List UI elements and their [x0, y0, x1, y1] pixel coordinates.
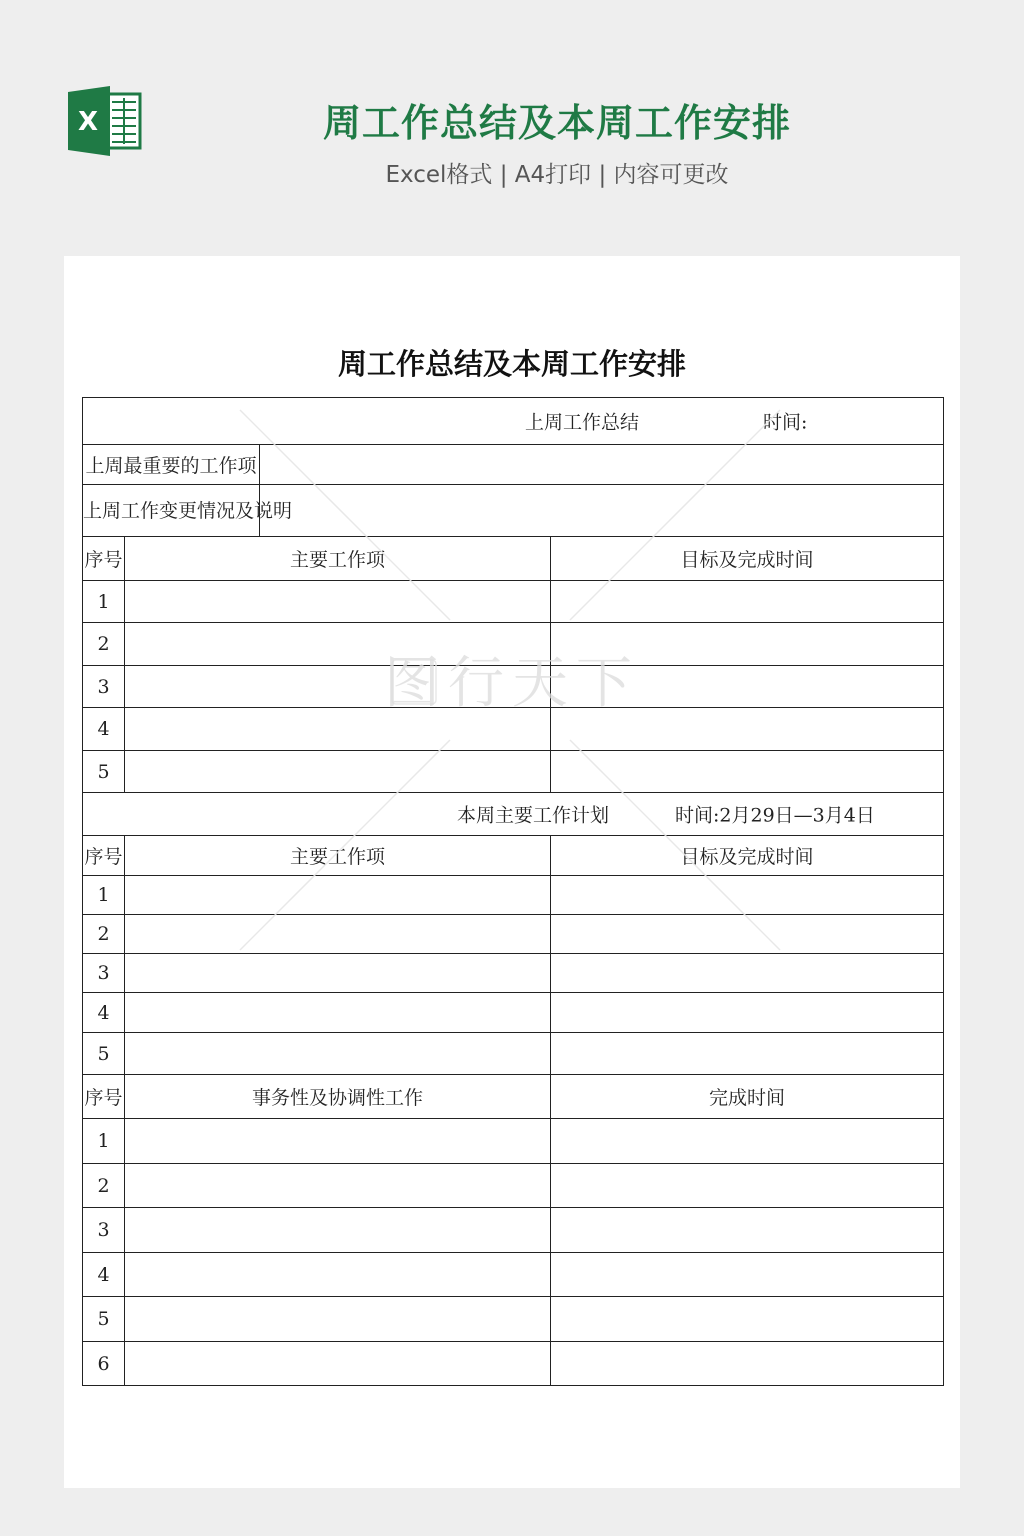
completion-time-cell[interactable]	[551, 1164, 944, 1208]
affair-item-cell[interactable]	[125, 1297, 551, 1342]
work-item-cell[interactable]	[125, 623, 551, 666]
key-items-value[interactable]	[260, 445, 944, 485]
row-number: 2	[83, 915, 125, 954]
table-row	[83, 1164, 944, 1208]
table-row	[83, 751, 944, 793]
this-week-item-header: 主要工作项	[125, 836, 551, 876]
table-row	[83, 915, 944, 954]
affairs-no-header: 序号	[83, 1075, 125, 1119]
row-number: 4	[83, 708, 125, 751]
row-number: 1	[83, 1119, 125, 1164]
table-row	[83, 1208, 944, 1253]
last-week-header-cell	[83, 398, 944, 445]
last-week-target-header: 目标及完成时间	[551, 537, 944, 581]
this-week-section-title: 本周主要工作计划	[457, 804, 610, 827]
table-row	[83, 666, 944, 708]
work-item-cell[interactable]	[125, 581, 551, 623]
work-item-cell[interactable]	[125, 876, 551, 915]
table-row	[83, 708, 944, 751]
work-item-cell[interactable]	[125, 751, 551, 793]
target-time-cell[interactable]	[551, 581, 944, 623]
last-week-time-label: 时间:	[763, 411, 808, 434]
changes-row	[83, 485, 944, 537]
work-item-cell[interactable]	[125, 666, 551, 708]
row-number: 5	[83, 1033, 125, 1075]
affairs-columns-row	[83, 1075, 944, 1119]
row-number: 4	[83, 1253, 125, 1297]
changes-label: 上周工作变更情况及说明	[83, 485, 260, 537]
work-item-cell[interactable]	[125, 915, 551, 954]
table-row	[83, 1297, 944, 1342]
table-row	[83, 954, 944, 993]
excel-logo-letter: X	[77, 107, 99, 137]
row-number: 3	[83, 1208, 125, 1253]
work-item-cell[interactable]	[125, 993, 551, 1033]
affair-item-cell[interactable]	[125, 1119, 551, 1164]
document-title: 周工作总结及本周工作安排	[337, 347, 686, 381]
row-number: 1	[83, 876, 125, 915]
header-subtitle: Excel格式 | A4打印 | 内容可更改	[385, 162, 729, 188]
work-item-cell[interactable]	[125, 954, 551, 993]
target-time-cell[interactable]	[551, 623, 944, 666]
table-row	[83, 1119, 944, 1164]
row-number: 3	[83, 666, 125, 708]
changes-value[interactable]	[260, 485, 944, 537]
work-item-cell[interactable]	[125, 708, 551, 751]
affair-item-cell[interactable]	[125, 1164, 551, 1208]
row-number: 5	[83, 751, 125, 793]
last-week-section-title: 上周工作总结	[525, 411, 640, 434]
this-week-columns-row	[83, 836, 944, 876]
last-week-header-row	[83, 398, 944, 445]
table-row	[83, 581, 944, 623]
affairs-target-header: 完成时间	[551, 1075, 944, 1119]
this-week-target-header: 目标及完成时间	[551, 836, 944, 876]
row-number: 1	[83, 581, 125, 623]
target-time-cell[interactable]	[551, 666, 944, 708]
table-row	[83, 876, 944, 915]
completion-time-cell[interactable]	[551, 1208, 944, 1253]
weekly-plan-table	[82, 397, 944, 1386]
completion-time-cell[interactable]	[551, 1342, 944, 1386]
row-number: 2	[83, 623, 125, 666]
completion-time-cell[interactable]	[551, 1253, 944, 1297]
key-items-row	[83, 445, 944, 485]
target-time-cell[interactable]	[551, 751, 944, 793]
last-week-columns-row	[83, 537, 944, 581]
last-week-no-header: 序号	[83, 537, 125, 581]
affair-item-cell[interactable]	[125, 1342, 551, 1386]
watermark-text: 图行天下	[384, 651, 640, 716]
this-week-time-label: 时间:2月29日—3月4日	[675, 804, 875, 827]
excel-logo-icon	[68, 86, 142, 156]
row-number: 6	[83, 1342, 125, 1386]
target-time-cell[interactable]	[551, 915, 944, 954]
this-week-header-cell	[83, 793, 944, 836]
completion-time-cell[interactable]	[551, 1119, 944, 1164]
row-number: 4	[83, 993, 125, 1033]
table-row	[83, 993, 944, 1033]
target-time-cell[interactable]	[551, 1033, 944, 1075]
table-row	[83, 1033, 944, 1075]
last-week-item-header: 主要工作项	[125, 537, 551, 581]
affairs-item-header: 事务性及协调性工作	[125, 1075, 551, 1119]
completion-time-cell[interactable]	[551, 1297, 944, 1342]
target-time-cell[interactable]	[551, 708, 944, 751]
work-item-cell[interactable]	[125, 1033, 551, 1075]
target-time-cell[interactable]	[551, 954, 944, 993]
table-row	[83, 1253, 944, 1297]
target-time-cell[interactable]	[551, 993, 944, 1033]
table-row	[83, 623, 944, 666]
header-title: 周工作总结及本周工作安排	[322, 101, 791, 145]
affair-item-cell[interactable]	[125, 1208, 551, 1253]
target-time-cell[interactable]	[551, 876, 944, 915]
row-number: 3	[83, 954, 125, 993]
row-number: 5	[83, 1297, 125, 1342]
this-week-no-header: 序号	[83, 836, 125, 876]
key-items-label: 上周最重要的工作项	[83, 445, 260, 485]
row-number: 2	[83, 1164, 125, 1208]
affair-item-cell[interactable]	[125, 1253, 551, 1297]
this-week-header-row	[83, 793, 944, 836]
table-row	[83, 1342, 944, 1386]
